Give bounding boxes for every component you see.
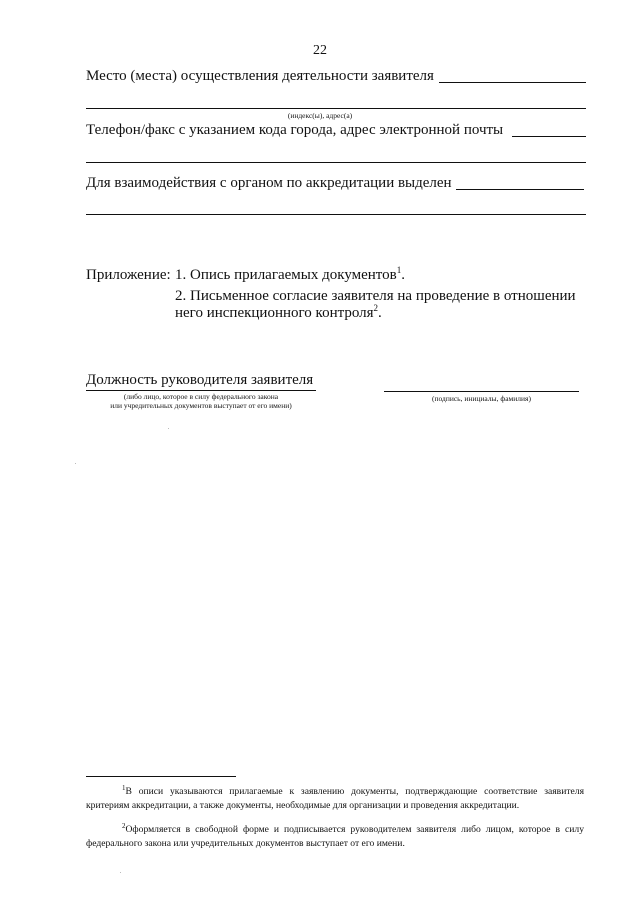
phone-email-field-line-2[interactable] <box>86 162 586 163</box>
attachments-label: Приложение: <box>86 267 171 283</box>
activity-place-field-line[interactable] <box>439 82 586 83</box>
footnote-2-number: 2 <box>122 822 126 830</box>
scan-speck <box>75 463 76 464</box>
activity-place-label: Место (места) осуществления деятельности заявителя <box>86 68 434 84</box>
phone-email-label: Телефон/факс с указанием кода города, адрес электронной почты <box>86 122 504 138</box>
signature-field-line[interactable] <box>384 391 579 392</box>
footnote-ref-2: 2 <box>373 303 379 313</box>
attachment-item-1: 1. Опись прилагаемых документов$^1$. <box>175 265 405 283</box>
position-underline <box>86 390 316 391</box>
attachment-item-2-text: него инспекционного контроля <box>175 305 374 321</box>
footnote-2-text: Оформляется в свободной форме и подписывается руководителем заявителя либо лицом, которое в силу федерального закона или учредительных документов выступает от его имени. <box>86 824 584 849</box>
position-label: Должность руководителя заявителя <box>86 372 314 388</box>
footnote-2 <box>86 823 584 850</box>
activity-place-hint: (индекс(ы), адрес(а) <box>287 111 353 120</box>
attachment-item-1-text: 1. Опись прилагаемых документов <box>175 267 397 283</box>
contact-person-field-line-2[interactable] <box>86 214 586 215</box>
contact-person-field-line[interactable] <box>456 189 584 190</box>
position-hint-line-2: или учредительных документов выступает от его имени) <box>110 401 292 410</box>
scan-speck <box>120 872 121 873</box>
footnote-1 <box>86 785 584 812</box>
attachment-item-2-line-1: 2. Письменное согласие заявителя на проведение в отношении <box>175 288 576 304</box>
footnote-separator <box>86 776 236 777</box>
page-number: 22 <box>313 43 327 58</box>
footnote-ref-1: 1 <box>396 265 402 275</box>
activity-place-field-line-2[interactable] <box>86 108 586 109</box>
position-hint-line-1: (либо лицо, которое в силу федерального закона <box>123 392 279 401</box>
attachment-item-2-line-2: него инспекционного контроля$^2$. <box>175 303 382 321</box>
scan-speck <box>168 428 169 429</box>
contact-person-label: Для взаимодействия с органом по аккредитации выделен <box>86 175 452 191</box>
footnote-1-number: 1 <box>122 784 126 792</box>
footnote-1-text: В описи указываются прилагаемые к заявлению документы, подтверждающие соответствие заявителя критериям аккредитации, а также документы, необходимые для организации и проведения аккредитации. <box>86 786 584 811</box>
signature-hint: (подпись, инициалы, фамилия) <box>431 394 532 403</box>
phone-email-field-line[interactable] <box>512 136 586 137</box>
